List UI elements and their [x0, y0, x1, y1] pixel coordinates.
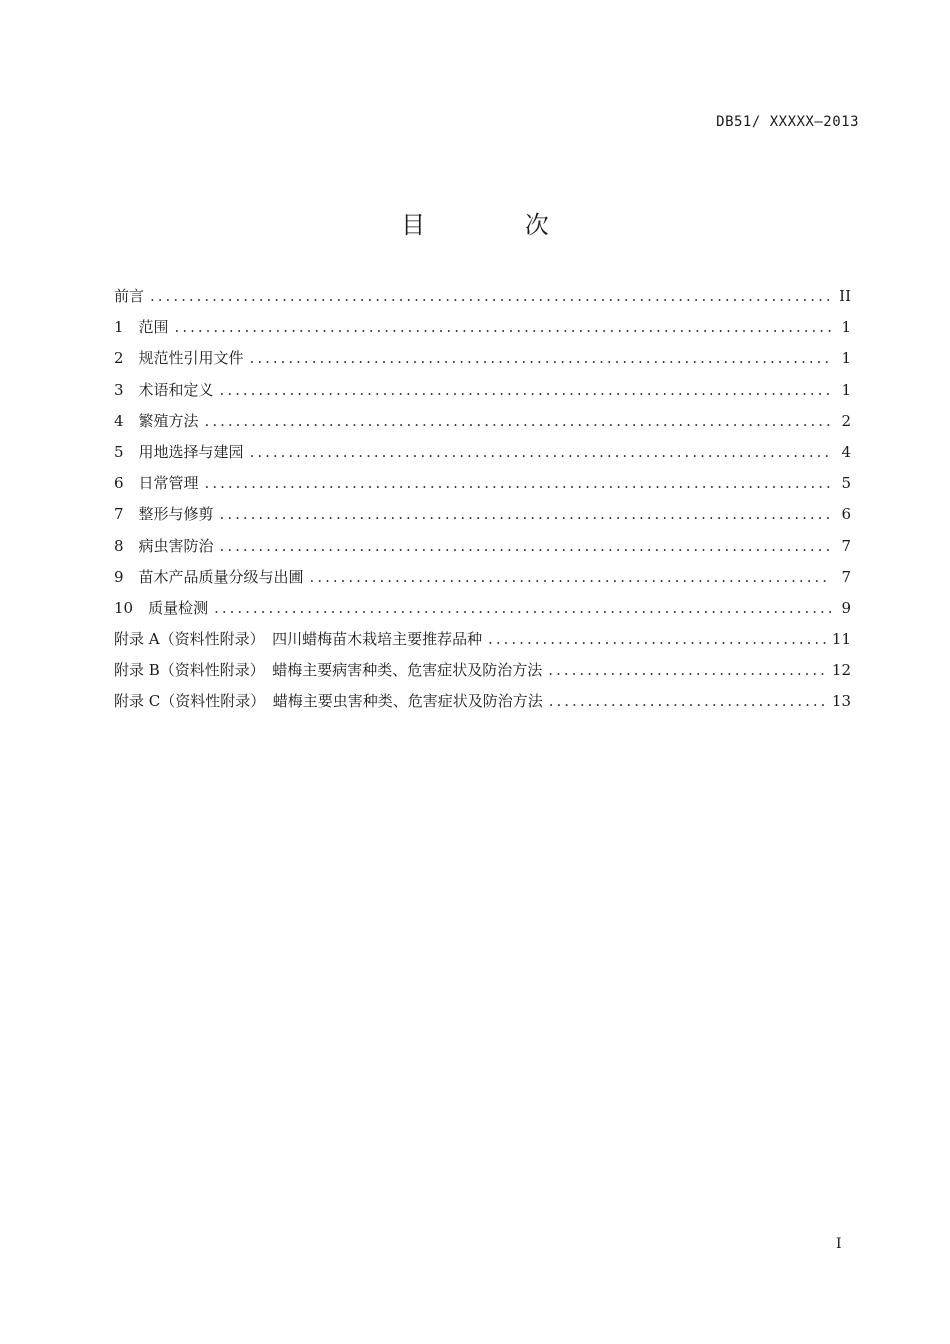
dot-leader: [205, 412, 831, 430]
toc-label: 8 病虫害防治: [114, 536, 214, 555]
toc-page: 11: [831, 630, 851, 649]
toc-entry-scope[interactable]: [114, 316, 851, 347]
toc-label: 2 规范性引用文件: [114, 349, 244, 368]
toc-page: 1: [841, 349, 851, 368]
toc-page: 4: [841, 442, 851, 461]
page-title: 目 次: [401, 211, 595, 239]
toc-label: 1 范围: [114, 318, 169, 337]
toc-label: 5 用地选择与建园: [114, 442, 244, 461]
toc-entry-pest-control[interactable]: [114, 535, 851, 566]
toc-label: 附录 C（资料性附录） 蜡梅主要虫害种类、危害症状及防治方法: [114, 692, 543, 711]
toc-label: 10 质量检测: [114, 598, 209, 617]
dot-leader: [150, 287, 831, 305]
toc-label: 7 整形与修剪: [114, 505, 214, 524]
dot-leader: [205, 474, 831, 492]
dot-leader: [220, 505, 831, 523]
toc-page: 9: [841, 598, 851, 617]
toc-entry-pruning[interactable]: [114, 503, 851, 534]
toc-entry-quality-inspection[interactable]: [114, 597, 851, 628]
toc-entry-terms-definitions[interactable]: [114, 379, 851, 410]
toc-entry-daily-management[interactable]: [114, 472, 851, 503]
toc-page: 1: [841, 380, 851, 399]
toc-entry-site-selection[interactable]: [114, 441, 851, 472]
dot-leader: [549, 692, 826, 710]
toc-page: 7: [841, 567, 851, 586]
toc-label: 9 苗木产品质量分级与出圃: [114, 567, 304, 586]
dot-leader: [250, 349, 831, 367]
toc-label: 3 术语和定义: [114, 380, 214, 399]
toc-page: 2: [841, 411, 851, 430]
dot-leader: [250, 443, 831, 461]
toc-page: 5: [841, 474, 851, 493]
dot-leader: [220, 537, 831, 555]
toc-entry-propagation[interactable]: [114, 410, 851, 441]
toc-entry-appendix-b[interactable]: [114, 659, 851, 690]
toc-label: 附录 B（资料性附录） 蜡梅主要病害种类、危害症状及防治方法: [114, 661, 543, 680]
toc-entry-grading[interactable]: [114, 566, 851, 597]
toc-page: 13: [831, 692, 851, 711]
dot-leader: [310, 568, 831, 586]
toc-entry-appendix-a[interactable]: [114, 628, 851, 659]
toc-label: 附录 A（资料性附录） 四川蜡梅苗木栽培主要推荐品种: [114, 630, 483, 649]
toc-label: 前言: [114, 287, 145, 305]
toc-page: 6: [841, 505, 851, 524]
document-code: DB51/ XXXXX—2013: [716, 114, 859, 130]
page-number: I: [836, 1236, 842, 1252]
toc-page: 7: [841, 536, 851, 555]
toc-entry-foreword[interactable]: [114, 285, 851, 316]
toc-entry-normative-references[interactable]: [114, 347, 851, 378]
toc-label: 4 繁殖方法: [114, 411, 199, 430]
dot-leader: [548, 661, 826, 679]
dot-leader: [220, 381, 831, 399]
dot-leader: [175, 318, 831, 336]
toc-page: 12: [831, 661, 851, 680]
toc-page: 1: [841, 318, 851, 337]
toc-page: II: [839, 287, 851, 305]
toc-entry-appendix-c[interactable]: [114, 690, 851, 721]
table-of-contents: [114, 285, 851, 722]
dot-leader: [214, 599, 831, 617]
toc-label: 6 日常管理: [114, 474, 199, 493]
dot-leader: [488, 630, 826, 648]
